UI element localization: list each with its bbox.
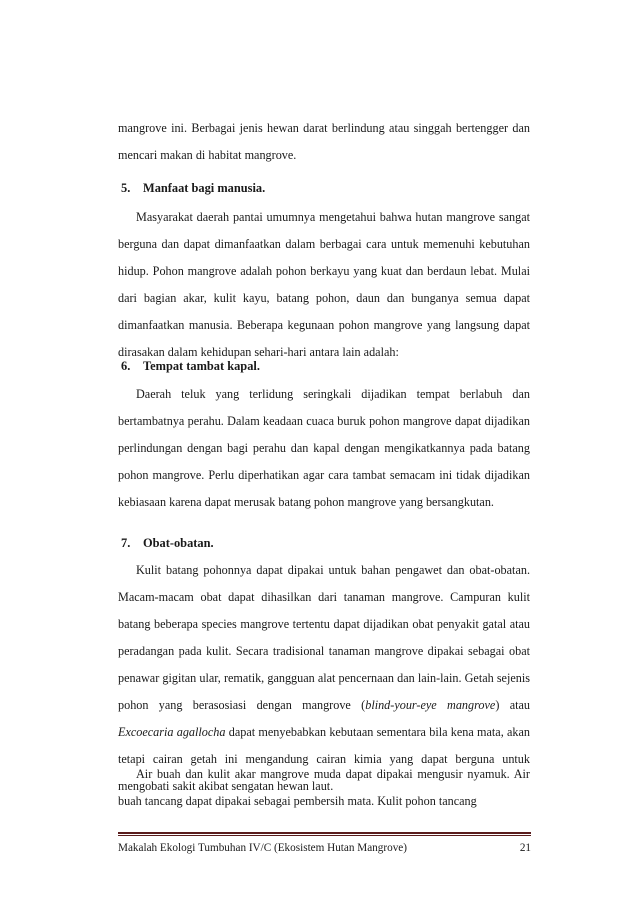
- footer-title: Makalah Ekologi Tumbuhan IV/C (Ekosistem Hutan Mangrove): [118, 842, 407, 854]
- heading-text: Manfaat bagi manusia.: [143, 181, 266, 195]
- text-run: Kulit batang pohonnya dapat dipakai untuk bahan pengawet dan obat-obatan. Macam-macam obat dapat dihasilkan dari tanaman mangrove. Campuran kulit batang beberapa species mangrove tertentu dapat dijadikan obat penyakit gatal atau peradangan pada kulit. Secara tradisional tanaman mangrove dipakai sebagai obat penawar gigitan ular, rematik, gangguan alat pencernaan dan lain-lain. Getah sejenis pohon yang berasosiasi dengan mangrove (: [118, 563, 530, 712]
- paragraph-manfaat: Masyarakat daerah pantai umumnya mengetahui bahwa hutan mangrove sangat berguna dan dapat dimanfaatkan dalam berbagai cara untuk memenuhi kebutuhan hidup. Pohon mangrove adalah pohon berkayu yang kuat dan berdaun lebat. Mulai dari bagian akar, kulit kayu, batang pohon, daun dan bunganya semua dapat dimanfaatkan manusia. Beberapa kegunaan pohon mangrove yang langsung dapat dirasakan dalam kehidupan sehari-hari antara lain adalah:: [118, 210, 530, 359]
- heading-section-7: [121, 533, 214, 553]
- page-number: 21: [519, 842, 531, 854]
- heading-section-6: [121, 356, 260, 376]
- heading-number: 7.: [121, 536, 131, 550]
- heading-text: Tempat tambat kapal.: [143, 359, 260, 373]
- paragraph-intro: mangrove ini. Berbagai jenis hewan darat berlindung atau singgah bertengger dan mencari makan di habitat mangrove.: [118, 121, 530, 162]
- text-run: ) atau: [495, 698, 531, 712]
- italic-term: blind-your-eye mangrove: [365, 698, 496, 712]
- heading-text: Obat-obatan.: [143, 536, 214, 550]
- heading-section-5: [121, 178, 265, 198]
- text-run: dapat menyebabkan kebutaan sementara bila kena mata, akan tetapi cairan getah ini mengandung cairan kimia yang dapat berguna untuk mengobati sakit akibat sengatan hewan laut.: [118, 725, 530, 793]
- heading-number: 5.: [121, 181, 131, 195]
- paragraph-air-buah: Air buah dan kulit akar mangrove muda dapat dipakai mengusir nyamuk. Air buah tancang dapat dipakai sebagai pembersih mata. Kulit pohon tancang: [118, 767, 530, 808]
- italic-species-name: Excoecaria agallocha: [118, 725, 226, 739]
- heading-number: 6.: [121, 359, 131, 373]
- footer-rule: [118, 832, 531, 834]
- footer-rule-thin: [118, 835, 531, 836]
- paragraph-tambat: Daerah teluk yang terlidung seringkali dijadikan tempat berlabuh dan bertambatnya perahu. Dalam keadaan cuaca buruk pohon mangrove dapat dijadikan perlindungan dengan bagi perahu dan kapal dengan mengikatkannya pada batang pohon mangrove. Perlu diperhatikan agar cara tambat semacam ini tidak dijadikan kebiasaan karena dapat merusak batang pohon mangrove yang bersangkutan.: [118, 387, 530, 509]
